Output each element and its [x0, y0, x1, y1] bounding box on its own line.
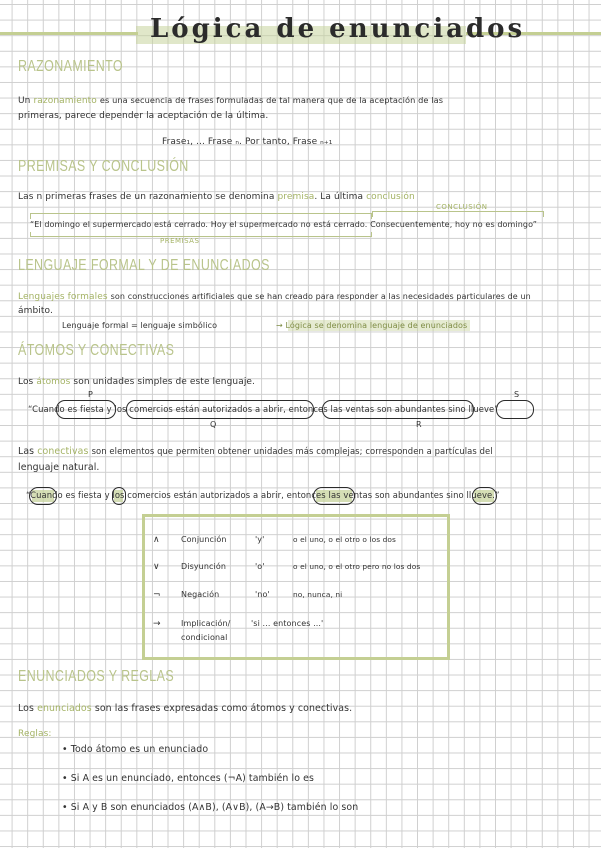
- connectives-table: [142, 514, 450, 660]
- heading-razonamiento: RAZONAMIENTO: [18, 58, 123, 75]
- heading-lenguaje: LENGUAJE FORMAL Y DE ENUNCIADOS: [18, 257, 270, 274]
- row-negacion-symbol: ¬: [153, 590, 161, 600]
- premisas-bracket-top: [30, 213, 372, 219]
- rule-item: [62, 773, 314, 784]
- premisas-p1-b: . La última: [314, 192, 364, 202]
- razonamiento-p2: primeras, parece depender la aceptación de la última.: [18, 111, 269, 121]
- heading-premisas: PREMISAS Y CONCLUSIÓN: [18, 158, 189, 175]
- razonamiento-term: razonamiento: [33, 96, 97, 106]
- conclusion-bracket: [372, 211, 544, 217]
- conectivas-example: “Cuando es fiesta y los comercios están autorizados a abrir, entonces las ventas son abundantes sino llueve.”: [26, 490, 500, 500]
- lenguaje-p1: [18, 292, 531, 302]
- atomos-p1-a: Los: [18, 377, 34, 387]
- row-disyuncion-name: Disyunción: [181, 562, 227, 571]
- atomos-example: “Cuando es fiesta y los comercios están autorizados a abrir, entonces las ventas son abundantes sino llueve”: [28, 404, 499, 414]
- lenguaje-line-right: → Lógica se denomina lenguaje de enunciados: [276, 321, 468, 330]
- razonamiento-p1-b: es una secuencia de frases formuladas de tal manera que de la aceptación de las: [99, 95, 444, 105]
- premisas-bracket-bottom: [30, 232, 372, 237]
- razonamiento-p1-a: Un: [18, 96, 31, 106]
- rules-label: Reglas:: [18, 729, 52, 739]
- rule-item: [62, 744, 208, 755]
- row-disyuncion-word: 'o': [255, 562, 265, 571]
- row-disyuncion-desc: o el uno, o el otro pero no los dos: [293, 562, 421, 571]
- bullet-icon: •: [62, 744, 68, 755]
- letter-s: S: [514, 390, 520, 399]
- row-negacion-name: Negación: [181, 590, 220, 599]
- bullet-icon: •: [62, 802, 68, 813]
- row-conjuncion-name: Conjunción: [181, 535, 227, 544]
- razonamiento-formula: Frase₁, ... Frase ₙ. Por tanto, Frase ₙ₊₁: [162, 137, 333, 147]
- label-premisas: PREMISAS: [160, 237, 200, 245]
- row-implicacion-word: 'si ... entonces ...': [251, 619, 324, 628]
- atomos-term: átomos: [36, 377, 71, 387]
- conectivas-p1: [18, 446, 493, 457]
- letter-q: Q: [210, 420, 217, 429]
- atomos-p1-b: son unidades simples de este lenguaje.: [73, 377, 256, 387]
- conectivas-p1-a: Las: [18, 446, 35, 457]
- letter-p: P: [88, 390, 93, 399]
- lenguaje-p2: ámbito.: [18, 306, 53, 316]
- conectivas-p2: lenguaje natural.: [18, 462, 100, 473]
- title-rule-left: [0, 32, 138, 35]
- row-implicacion-symbol: →: [153, 619, 161, 629]
- row-negacion-desc: no, nunca, ni: [293, 590, 343, 599]
- label-conclusion: CONCLUSIÓN: [436, 203, 488, 211]
- razonamiento-p1: [18, 95, 443, 106]
- rule-text: Todo átomo es un enunciado: [70, 744, 209, 755]
- premisas-p1-a: Las n primeras frases de un razonamiento se denomina: [18, 192, 275, 202]
- row-implicacion-name2: condicional: [181, 633, 228, 642]
- page-title: Lógica de enunciados: [150, 14, 526, 44]
- premisas-quote-a: “El domingo el supermercado está cerrado. Hoy el supermercado no está cerrado.: [30, 220, 368, 229]
- letter-r: R: [416, 420, 422, 429]
- premisas-quote-b: Consecuentemente, hoy no es domingo”: [370, 220, 538, 229]
- enunciados-p1-b: son las frases expresadas como átomos y conectivas.: [94, 703, 353, 714]
- lenguaje-p1-b: son construcciones artificiales que se han creado para responder a las necesidades particulares de un: [110, 292, 531, 301]
- conectivas-p1-b: son elementos que permiten obtener unidades más complejas; corresponden a partículas del: [91, 446, 493, 456]
- row-negacion-word: 'no': [255, 590, 270, 599]
- lenguajes-formales-term: Lenguajes formales: [18, 292, 108, 302]
- enunciados-p1-a: Los: [18, 703, 34, 714]
- premisas-term: premisa: [277, 192, 315, 202]
- heading-atomos: ÁTOMOS Y CONECTIVAS: [18, 342, 175, 359]
- conclusion-term: conclusión: [366, 192, 415, 202]
- bullet-icon: •: [62, 773, 68, 784]
- row-implicacion-name: Implicación/: [181, 619, 231, 628]
- premisas-p1: [18, 192, 415, 202]
- rule-text: Si A es un enunciado, entonces (¬A) también lo es: [70, 773, 314, 784]
- atom-circle-s: [496, 400, 534, 419]
- enunciados-term: enunciados: [37, 703, 92, 714]
- conectivas-term: conectivas: [37, 446, 89, 457]
- lenguaje-line-left: Lenguaje formal = lenguaje simbólico: [62, 321, 218, 330]
- row-conjuncion-symbol: ∧: [153, 535, 160, 545]
- row-disyuncion-symbol: ∨: [153, 562, 160, 572]
- row-conjuncion-desc: o el uno, o el otro o los dos: [293, 535, 397, 544]
- rule-item: [62, 802, 358, 813]
- atomos-p1: [18, 377, 255, 387]
- heading-enunciados: ENUNCIADOS Y REGLAS: [18, 668, 175, 685]
- premisas-quote: [30, 220, 537, 229]
- row-conjuncion-word: 'y': [255, 535, 265, 544]
- enunciados-p1: [18, 703, 352, 714]
- rule-text: Si A y B son enunciados (A∧B), (A∨B), (A→B) también lo son: [70, 802, 359, 813]
